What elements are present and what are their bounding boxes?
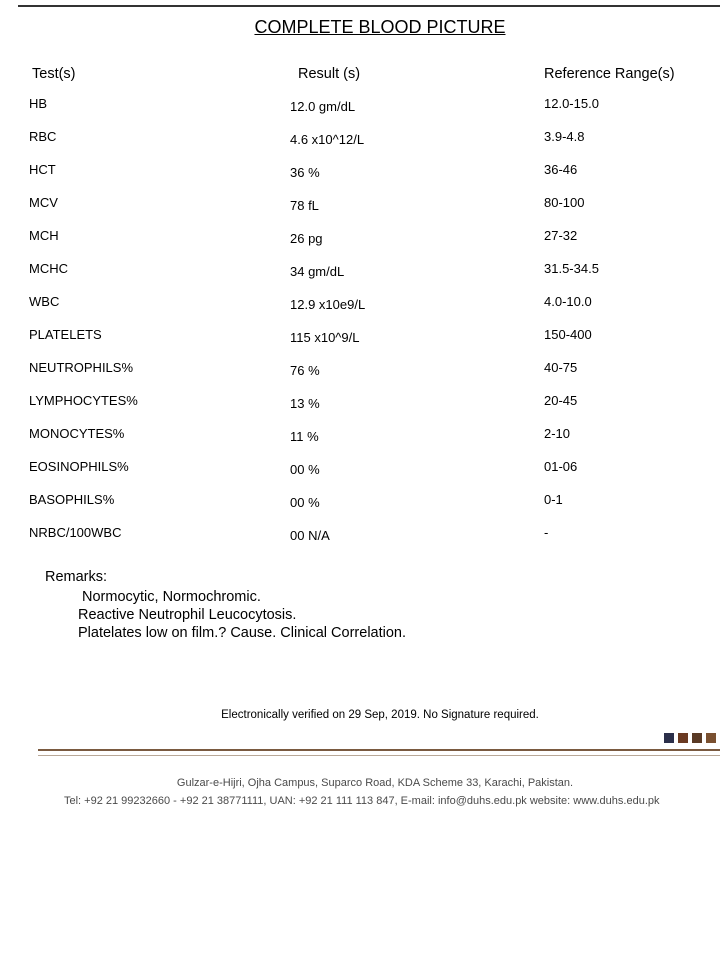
decorative-squares xyxy=(664,733,716,743)
reference-range: 01-06 xyxy=(544,459,578,474)
reference-range: - xyxy=(544,525,549,540)
reference-range: 31.5-34.5 xyxy=(544,261,599,276)
table-row xyxy=(0,228,720,261)
header-range: Reference Range(s) xyxy=(544,66,675,82)
reference-range: 80-100 xyxy=(544,195,585,210)
remark-line: Platelates low on film.? Cause. Clinical Correlation. xyxy=(78,625,407,641)
table-row xyxy=(0,327,720,360)
verification-note: Electronically verified on 29 Sep, 2019. No Signature required. xyxy=(221,709,539,721)
test-name: HCT xyxy=(29,162,56,177)
test-name: LYMPHOCYTES% xyxy=(29,393,138,408)
table-row xyxy=(0,294,720,327)
test-name: HB xyxy=(29,96,48,111)
header-test: Test(s) xyxy=(32,66,76,82)
table-row xyxy=(0,393,720,426)
footer-contact: Tel: +92 21 99232660 - +92 21 38771111, UAN: +92 21 111 113 847, E-mail: info@duhs.edu.pk website: www.duhs.edu.pk xyxy=(64,795,660,807)
top-rule xyxy=(18,5,720,7)
test-result: 34 gm/dL xyxy=(290,264,345,279)
test-result: 00 % xyxy=(290,495,320,510)
reference-range: 2-10 xyxy=(544,426,571,441)
test-name: MCH xyxy=(29,228,59,243)
square-icon xyxy=(664,733,674,743)
table-row xyxy=(0,525,720,558)
reference-range: 3.9-4.8 xyxy=(544,129,585,144)
test-name: BASOPHILS% xyxy=(29,492,115,507)
square-icon xyxy=(692,733,702,743)
test-result: 00 % xyxy=(290,462,320,477)
report-title: COMPLETE BLOOD PICTURE xyxy=(254,17,506,37)
table-row xyxy=(0,261,720,294)
reference-range: 36-46 xyxy=(544,162,578,177)
table-row xyxy=(0,492,720,525)
test-result: 11 % xyxy=(290,429,319,444)
test-result: 12.9 x10e9/L xyxy=(290,297,366,312)
remark-line: Reactive Neutrophil Leucocytosis. xyxy=(78,607,297,623)
footer-rule xyxy=(38,749,720,751)
reference-range: 27-32 xyxy=(544,228,578,243)
test-name: MONOCYTES% xyxy=(29,426,125,441)
reference-range: 4.0-10.0 xyxy=(544,294,592,309)
footer-address: Gulzar-e-Hijri, Ojha Campus, Suparco Road, KDA Scheme 33, Karachi, Pakistan. xyxy=(176,777,574,789)
table-row xyxy=(0,96,720,129)
test-result: 26 pg xyxy=(290,231,323,246)
table-row xyxy=(0,162,720,195)
reference-range: 12.0-15.0 xyxy=(544,96,599,111)
test-result: 13 % xyxy=(290,396,320,411)
header-result: Result (s) xyxy=(298,66,361,82)
table-row xyxy=(0,426,720,459)
test-result: 4.6 x10^12/L xyxy=(290,132,365,147)
test-result: 00 N/A xyxy=(290,528,330,543)
reference-range: 0-1 xyxy=(544,492,563,507)
test-result: 12.0 gm/dL xyxy=(290,99,356,114)
square-icon xyxy=(678,733,688,743)
test-name: WBC xyxy=(29,294,60,309)
test-name: MCHC xyxy=(29,261,68,276)
test-result: 78 fL xyxy=(290,198,319,213)
footer-rule-thin xyxy=(38,755,720,756)
reference-range: 150-400 xyxy=(544,327,592,342)
test-name: EOSINOPHILS% xyxy=(29,459,129,474)
test-result: 76 % xyxy=(290,363,320,378)
table-row xyxy=(0,195,720,228)
test-name: PLATELETS xyxy=(29,327,102,342)
table-row xyxy=(0,360,720,393)
test-name: NRBC/100WBC xyxy=(29,525,122,540)
test-name: MCV xyxy=(29,195,58,210)
reference-range: 40-75 xyxy=(544,360,578,375)
table-row xyxy=(0,459,720,492)
remarks-label: Remarks: xyxy=(45,569,108,585)
test-name: NEUTROPHILS% xyxy=(29,360,134,375)
reference-range: 20-45 xyxy=(544,393,578,408)
table-row xyxy=(0,129,720,162)
test-name: RBC xyxy=(29,129,57,144)
test-result: 36 % xyxy=(290,165,320,180)
square-icon xyxy=(706,733,716,743)
remark-line: Normocytic, Normochromic. xyxy=(82,589,261,605)
test-result: 115 x10^9/L xyxy=(290,330,360,345)
